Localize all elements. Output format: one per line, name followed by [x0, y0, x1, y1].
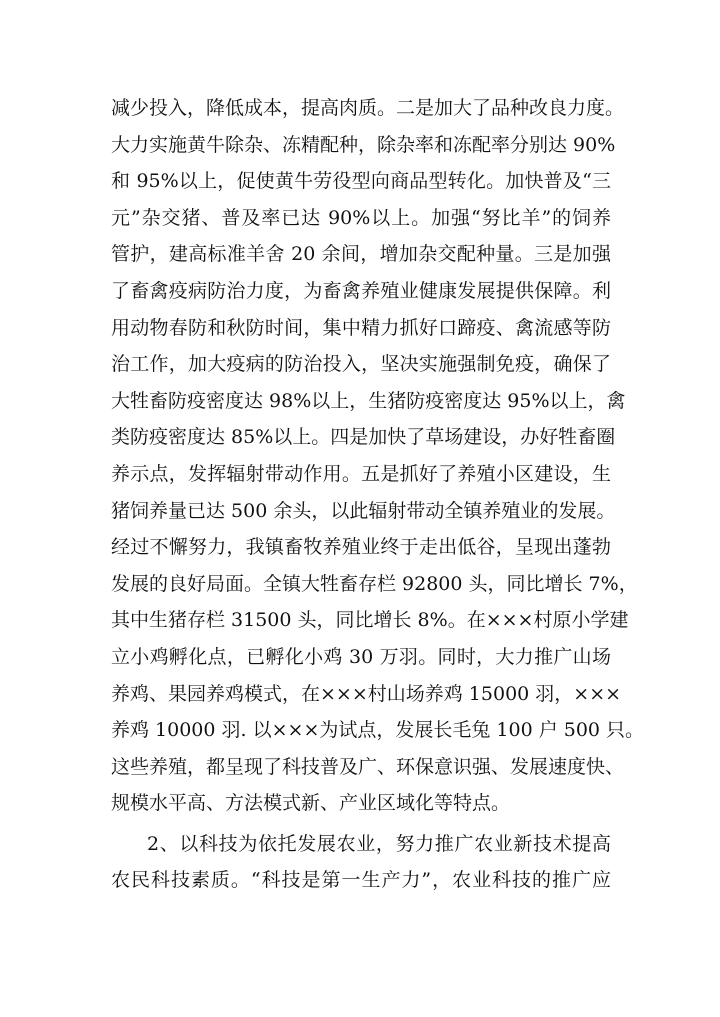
text-line: 用动物春防和秋防时间，集中精力抓好口蹄疫、禽流感等防: [111, 316, 611, 339]
text-line: 大牲畜防疫密度达 98%以上，生猪防疫密度达 95%以上，禽: [111, 389, 626, 412]
text-line: 大力实施黄牛除杂、冻精配种，除杂率和冻配率分别达 90%: [111, 133, 616, 156]
text-line: 类防疫密度达 85%以上。四是加快了草场建设，办好牲畜圈: [111, 426, 616, 449]
text-line: 发展的良好局面。全镇大牲畜存栏 92800 头，同比增长 7%，: [111, 572, 638, 595]
text-line: 元”杂交猪、普及率已达 90%以上。加强“努比羊”的饲养: [111, 206, 611, 229]
text-line: 养鸡 10000 羽. 以×××为试点，发展长毛兔 100 户 500 只。: [111, 719, 645, 742]
text-line: 立小鸡孵化点，已孵化小鸡 30 万羽。同时，大力推广山场: [111, 645, 611, 668]
text-line: 养鸡、果园养鸡模式，在×××村山场养鸡 15000 羽，×××: [111, 682, 622, 705]
text-line: 规模水平高、方法模式新、产业区域化等特点。: [111, 792, 511, 815]
text-line: 治工作，加大疫病的防治投入，坚决实施强制免疫，确保了: [111, 353, 611, 376]
section-heading-line: 2、以科技为依托发展农业，努力推广农业新技术提高: [147, 832, 611, 855]
text-line: 这些养殖，都呈现了科技普及广、环保意识强、发展速度快、: [111, 755, 625, 778]
text-line: 和 95%以上，促使黄牛劳役型向商品型转化。加快普及“三: [111, 170, 611, 193]
text-line: 经过不懈努力，我镇畜牧养殖业终于走出低谷，呈现出蓬勃: [111, 536, 611, 559]
text-line: 农民科技素质。“科技是第一生产力”，农业科技的推广应: [111, 869, 611, 892]
body-text: [111, 90, 645, 899]
text-line: 养示点，发挥辐射带动作用。五是抓好了养殖小区建设，生: [111, 462, 611, 485]
text-line: 减少投入，降低成本，提高肉质。二是加大了品种改良力度。: [111, 97, 625, 119]
text-line: 管护，建高标准羊舍 20 余间，增加杂交配种量。三是加强: [111, 243, 611, 266]
text-line: 猪饲养量已达 500 余头，以此辐射带动全镇养殖业的发展。: [111, 499, 616, 522]
text-line: 其中生猪存栏 31500 头，同比增长 8%。在×××村原小学建: [111, 609, 629, 632]
text-line: 了畜禽疫病防治力度，为畜禽养殖业健康发展提供保障。利: [111, 279, 611, 302]
